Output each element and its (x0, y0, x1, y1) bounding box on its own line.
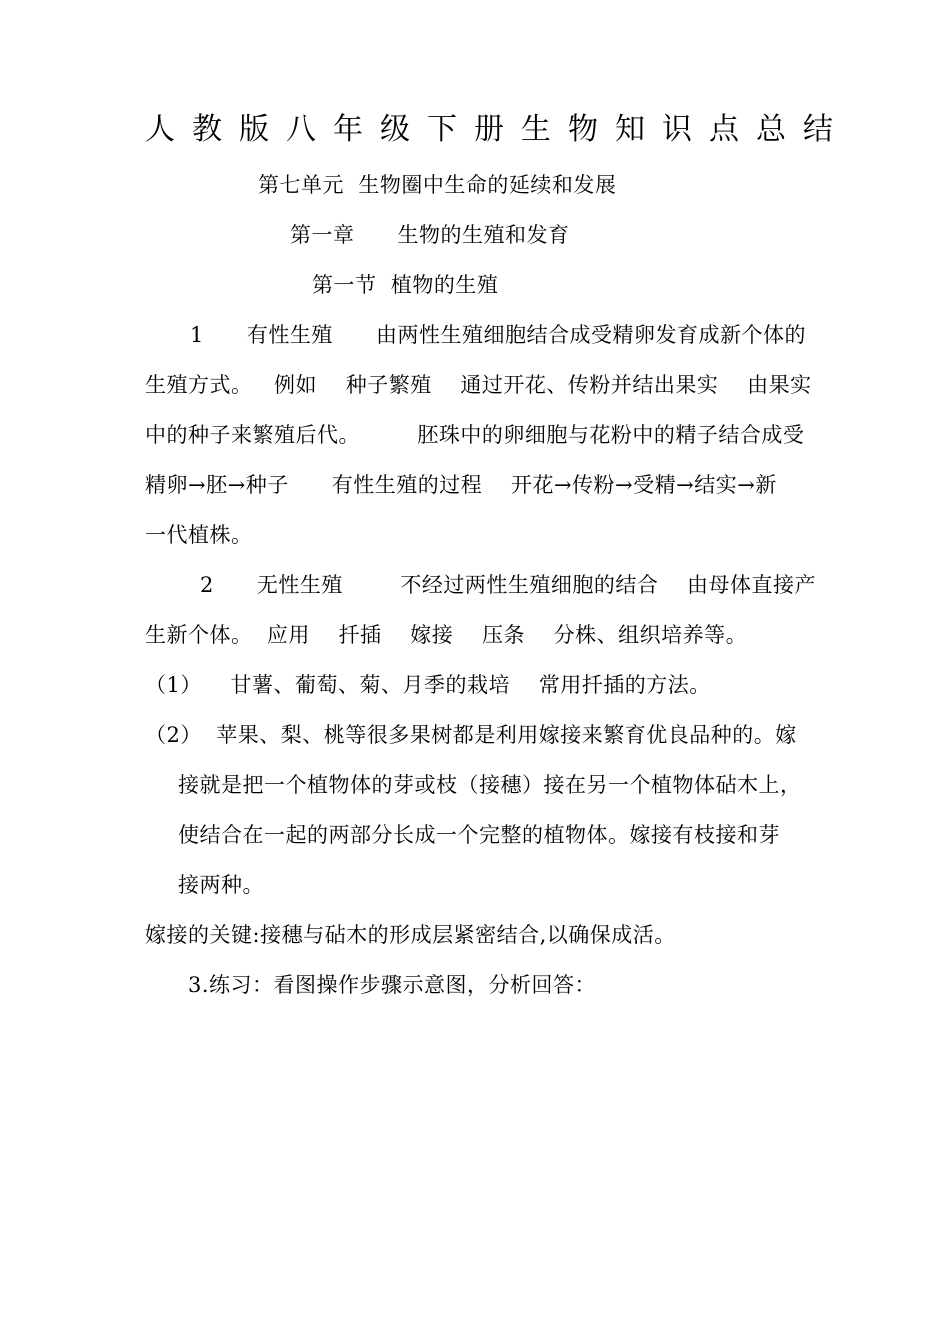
paragraph-line: 2 无性生殖 不经过两性生殖细胞的结合 由母体直接产 (200, 573, 817, 597)
paragraph-line: 1 有性生殖 由两性生殖细胞结合成受精卵发育成新个体的 (190, 323, 806, 347)
paragraph-line: 生新个体。 应用 扦插 嫁接 压条 分株、组织培养等。 (145, 623, 748, 647)
chapter-heading: 第一章 生物的生殖和发育 (290, 223, 570, 247)
list-item-continuation: 接就是把一个植物体的芽或枝（接穗）接在另一个植物体砧木上， (178, 773, 802, 797)
list-item-continuation: 使结合在一起的两部分长成一个完整的植物体。嫁接有枝接和芽 (178, 823, 780, 847)
list-item: （2） 苹果、梨、桃等很多果树都是利用嫁接来繁育优良品种的。嫁 (145, 723, 797, 747)
unit-heading: 第七单元 生物圈中生命的延续和发展 (258, 173, 617, 197)
list-item: （1） 甘薯、葡萄、菊、月季的栽培 常用扦插的方法。 (145, 673, 711, 697)
section-heading: 第一节 植物的生殖 (312, 273, 499, 297)
list-item-continuation: 接两种。 (178, 873, 264, 897)
paragraph-line: 生殖方式。 例如 种子繁殖 通过开花、传粉并结出果实 由果实 (145, 373, 812, 397)
paragraph-line: 精卵→胚→种子 有性生殖的过程 开花→传粉→受精→结实→新 (145, 473, 777, 497)
document-title: 人教版八年级下册生物知识点总结 (145, 112, 850, 147)
paragraph-line: 嫁接的关键:接穗与砧木的形成层紧密结合,以确保成活。 (145, 923, 676, 947)
exercise-prompt: 3.练习：看图操作步骤示意图，分析回答： (188, 973, 597, 997)
paragraph-line: 中的种子来繁殖后代。 胚珠中的卵细胞与花粉中的精子结合成受 (145, 423, 805, 447)
paragraph-line: 一代植株。 (145, 523, 253, 547)
